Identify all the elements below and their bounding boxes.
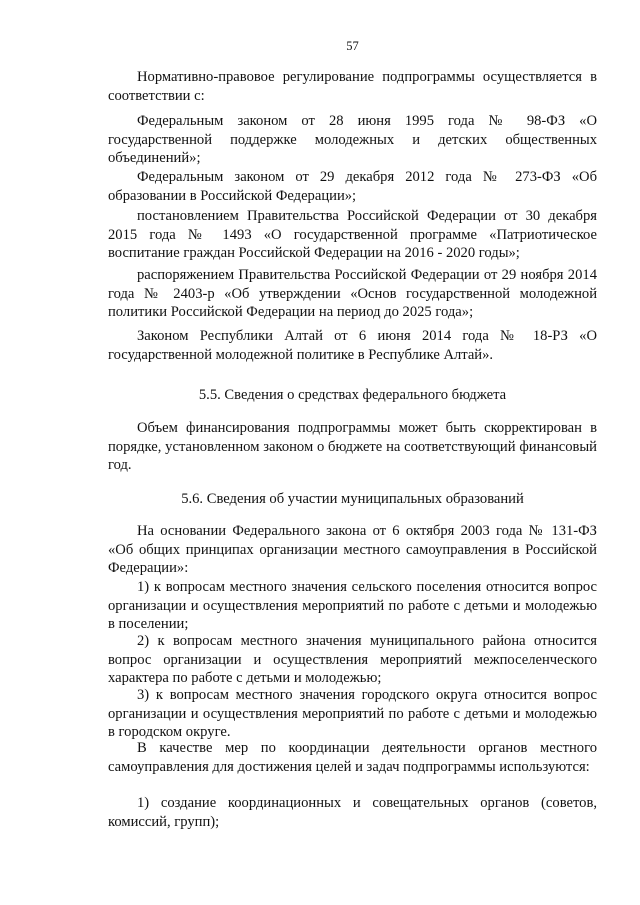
paragraph-order-2403r: распоряжением Правительства Российской Федерации от 29 ноября 2014 года № 2403-р «Об утверждении «Основ государственной молодежной политики Российской Федерации на период до 2025 года»; (108, 267, 597, 321)
list-item-urban-district: 3) к вопросам местного значения городского округа относится вопрос организации и осуществления мероприятий по работе с детьми и молодежью в городском округе. (108, 687, 597, 741)
paragraph-law-18rz: Законом Республики Алтай от 6 июня 2014 года № 18-РЗ «О государственной молодежной политике в Республике Алтай». (108, 328, 597, 363)
list-item-rural-settlement: 1) к вопросам местного значения сельского поселения относится вопрос организации и осуществления мероприятий по работе с детьми и молодежью в поселении; (108, 579, 597, 633)
page-number: 57 (346, 39, 359, 53)
paragraph-coordination-measures: В качестве мер по координации деятельности органов местного самоуправления для достижения целей и задач подпрограммы используются: (108, 740, 597, 775)
section-heading-5-5: 5.5. Сведения о средствах федерального бюджета (198, 387, 507, 403)
paragraph-resolution-1493: постановлением Правительства Российской Федерации от 30 декабря 2015 года № 1493 «О государственной программе «Патриотическое воспитание граждан Российской Федерации на 2016 - 2020 годы»; (108, 208, 597, 262)
list-item-municipal-district: 2) к вопросам местного значения муниципального района относится вопрос организации и осуществления мероприятий межпоселенческого характера по работе с детьми и молодежью; (108, 633, 597, 687)
paragraph-law-98fz: Федеральным законом от 28 июня 1995 года № 98-ФЗ «О государственной поддержке молодежных и детских общественных объединений»; (108, 113, 597, 167)
paragraph-regulation-intro: Нормативно-правовое регулирование подпрограммы осуществляется в соответствии с: (108, 69, 597, 104)
paragraph-law-131fz: На основании Федерального закона от 6 октября 2003 года № 131-ФЗ «Об общих принципах организации местного самоуправления в Российской Федерации»: (108, 523, 597, 577)
paragraph-law-273fz: Федеральным законом от 29 декабря 2012 года № 273-ФЗ «Об образовании в Российской Федерации»; (108, 169, 597, 204)
list-item-coordination-bodies: 1) создание координационных и совещательных органов (советов, комиссий, групп); (108, 795, 597, 830)
section-heading-5-6: 5.6. Сведения об участии муниципальных образований (181, 491, 524, 507)
paragraph-financing: Объем финансирования подпрограммы может быть скорректирован в порядке, установленном законом о бюджете на соответствующий финансовый год. (108, 420, 597, 474)
